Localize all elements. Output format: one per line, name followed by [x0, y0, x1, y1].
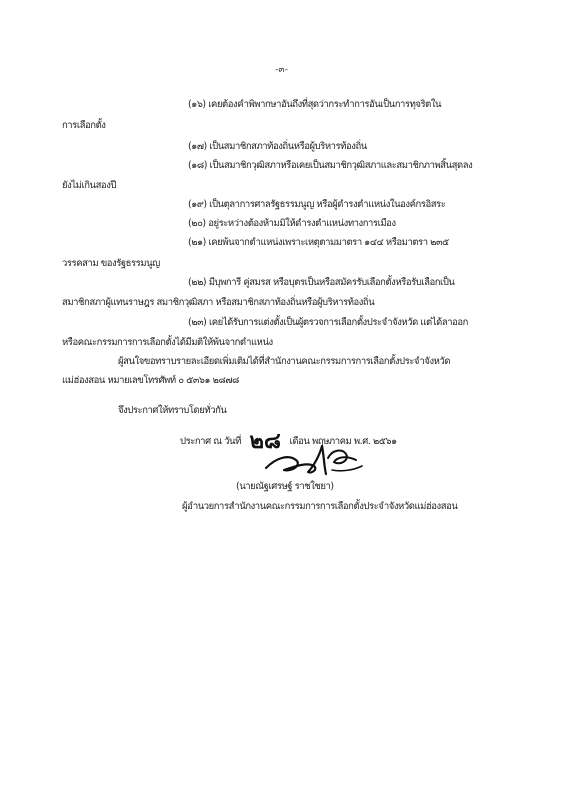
item-18-line-2: ยังไม่เกินสองปี [62, 180, 116, 191]
date-year: พ.ศ. ๒๕๖๑ [353, 436, 397, 447]
item-23-line-1: (๒๓) เคยได้รับการแต่งตั้งเป็นผู้ตรวจการเลือกตั้งประจำจังหวัด แต่ได้ลาออก [188, 317, 468, 328]
announcement-text: จึงประกาศให้ทราบโดยทั่วกัน [118, 405, 227, 416]
handwritten-signature [262, 436, 382, 480]
item-22-line-1: (๒๒) มีบุพการี คู่สมรส หรือบุตรเป็นหรือสมัครรับเลือกตั้งหรือรับเลือกเป็น [188, 277, 455, 288]
date-month-label: เดือน [289, 436, 310, 447]
item-16-line-1: (๑๖) เคยต้องคำพิพากษาอันถึงที่สุดว่ากระทำการอันเป็นการทุจริตใน [188, 99, 442, 110]
signer-name: (นายณัฐเศรษฐ์ ราชใชยา) [236, 481, 334, 492]
contact-line-2: แม่ฮ่องสอน หมายเลขโทรศัพท์ ๐ ๕๓๖๑ ๒๘๗๘ [62, 375, 239, 386]
item-20: (๒๐) อยู่ระหว่างต้องห้ามมิให้ดำรงตำแหน่งทางการเมือง [188, 218, 396, 229]
date-prefix: ประกาศ ณ วันที่ [180, 436, 241, 447]
date-month: พฤษภาคม [311, 436, 352, 447]
item-17: (๑๗) เป็นสมาชิกสภาท้องถิ่นหรือผู้บริหารท้องถิ่น [188, 141, 367, 152]
item-21-line-2: วรรคสาม ของรัฐธรรมนูญ [62, 258, 160, 269]
page-number: -๓- [275, 65, 288, 75]
item-23-line-2: หรือคณะกรรมการการเลือกตั้งได้มีมติให้พ้นจากตำแหน่ง [62, 337, 273, 348]
signer-title: ผู้อำนวยการสำนักงานคณะกรรมการการเลือกตั้งประจำจังหวัดแม่ฮ่องสอน [182, 501, 458, 512]
item-19: (๑๙) เป็นตุลาการศาลรัฐธรรมนูญ หรือผู้ดำรงตำแหน่งในองค์กรอิสระ [188, 199, 446, 210]
item-22-line-2: สมาชิกสภาผู้แทนราษฎร สมาชิกวุฒิสภา หรือสมาชิกสภาท้องถิ่นหรือผู้บริหารท้องถิ่น [62, 297, 375, 308]
item-21-line-1: (๒๑) เคยพ้นจากตำแหน่งเพราะเหตุตามมาตรา ๑๔๔ หรือมาตรา ๒๓๕ [188, 237, 449, 248]
item-18-line-1: (๑๘) เป็นสมาชิกวุฒิสภาหรือเคยเป็นสมาชิกวุฒิสภาและสมาชิกภาพสิ้นสุดลง [188, 160, 473, 171]
contact-line-1: ผู้สนใจขอทราบรายละเอียดเพิ่มเติมได้ที่สำนักงานคณะกรรมการการเลือกตั้งประจำจังหวัด [118, 356, 451, 367]
item-16-line-2: การเลือกตั้ง [62, 120, 106, 131]
date-day: ๒๘ [249, 429, 281, 454]
